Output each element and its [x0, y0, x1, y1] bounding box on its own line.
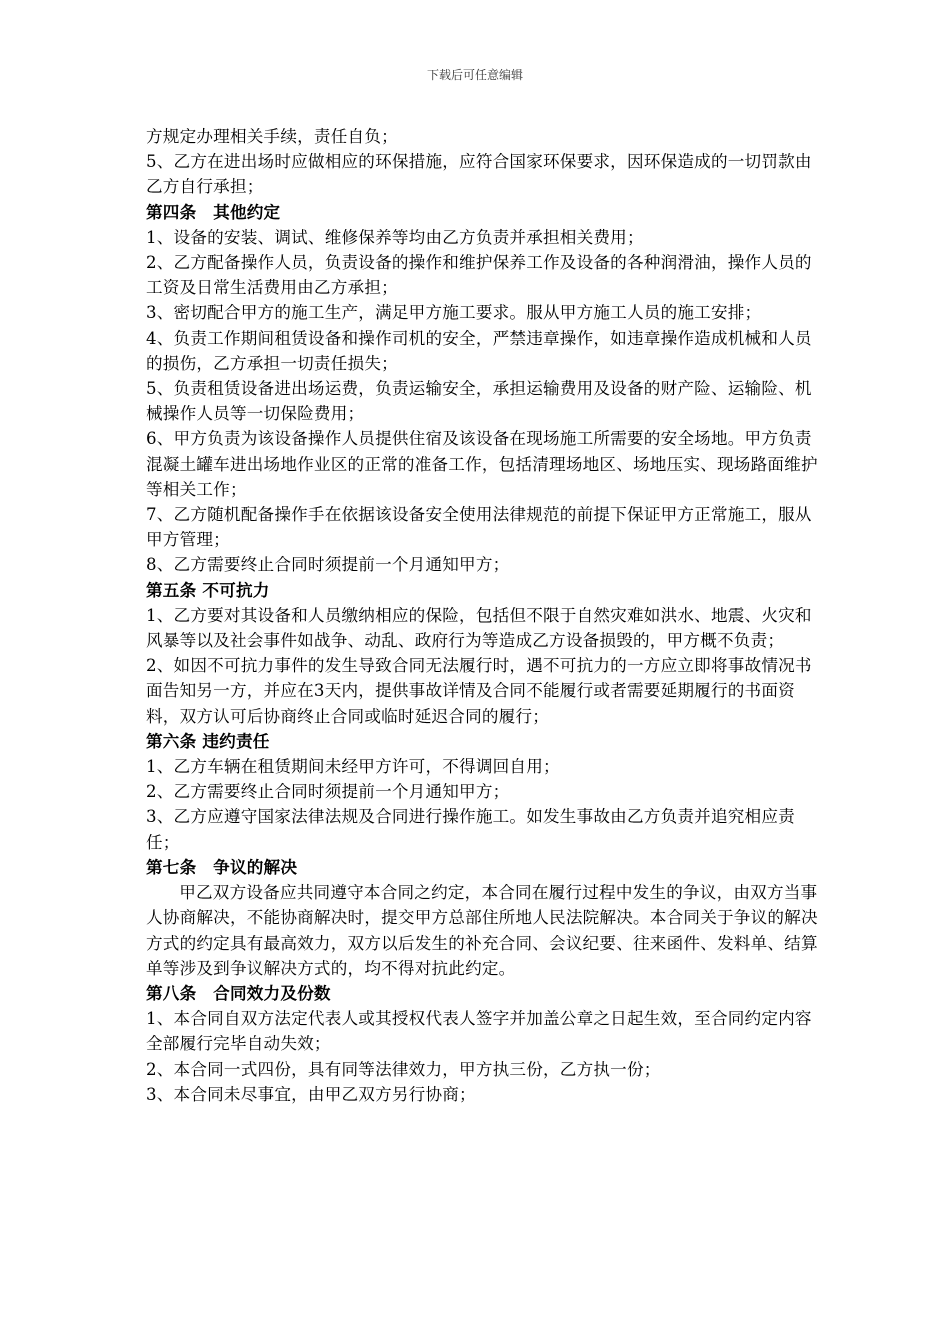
clause-paragraph: 2、本合同一式四份，具有同等法律效力，甲方执三份，乙方执一份；	[146, 1059, 661, 1079]
clause-paragraph: 6、甲方负责为该设备操作人员提供住宿及该设备在现场施工所需要的安全场地。甲方负责混凝土罐车进出场地作业区的正常的准备工作，包括清理场地区、场地压实、现场路面维护等相关工作；	[146, 429, 818, 499]
clause-paragraph: 3、密切配合甲方的施工生产，满足甲方施工要求。服从甲方施工人员的施工安排；	[146, 303, 762, 323]
body-paragraph: 甲乙双方设备应共同遵守本合同之约定，本合同在履行过程中发生的争议，由双方当事人协商解决，不能协商解决时，提交甲方总部住所地人民法院解决。本合同关于争议的解决方式的约定具有最高效力，双方以后发生的补充合同、会议纪要、往来函件、发料单、结算单等涉及到争议解决方式的，均不得对抗此约定。	[146, 883, 818, 978]
clause-paragraph: 2、如因不可抗力事件的发生导致合同无法履行时，遇不可抗力的一方应立即将事故情况书面告知另一方，并应在3天内，提供事故详情及合同不能履行或者需要延期履行的书面资料，双方认可后协商终止合同或临时延迟合同的履行；	[146, 656, 812, 726]
section-heading: 第六条 违约责任	[146, 731, 270, 751]
section-heading: 第八条 合同效力及份数	[146, 983, 331, 1003]
document-body	[146, 124, 826, 1107]
section-heading: 第四条 其他约定	[146, 202, 281, 222]
clause-paragraph: 4、负责工作期间租赁设备和操作司机的安全，严禁违章操作，如违章操作造成机械和人员的损伤，乙方承担一切责任损失；	[146, 328, 812, 373]
clause-paragraph: 5、乙方在进出场时应做相应的环保措施，应符合国家环保要求，因环保造成的一切罚款由乙方自行承担；	[146, 152, 812, 197]
clause-paragraph: 2、乙方需要终止合同时须提前一个月通知甲方；	[146, 782, 510, 802]
clause-paragraph: 5、负责租赁设备进出场运费，负责运输安全，承担运输费用及设备的财产险、运输险、机械操作人员等一切保险费用；	[146, 379, 812, 424]
clause-paragraph: 1、设备的安装、调试、维修保养等均由乙方负责并承担相关费用；	[146, 227, 644, 247]
clause-paragraph: 7、乙方随机配备操作手在依据该设备安全使用法律规范的前提下保证甲方正常施工，服从甲方管理；	[146, 505, 812, 550]
clause-paragraph: 1、本合同自双方法定代表人或其授权代表人签字并加盖公章之日起生效，至合同约定内容全部履行完毕自动失效；	[146, 1009, 812, 1054]
clause-paragraph: 3、本合同未尽事宜，由甲乙双方另行协商；	[146, 1084, 476, 1104]
clause-paragraph: 方规定办理相关手续，责任自负；	[146, 127, 398, 146]
section-heading: 第五条 不可抗力	[146, 580, 270, 600]
clause-paragraph: 3、乙方应遵守国家法律法规及合同进行操作施工。如发生事故由乙方负责并追究相应责任；	[146, 807, 795, 852]
section-heading: 第七条 争议的解决	[146, 857, 298, 877]
clause-paragraph: 8、乙方需要终止合同时须提前一个月通知甲方；	[146, 555, 510, 575]
clause-paragraph: 1、乙方车辆在租赁期间未经甲方许可，不得调回自用；	[146, 757, 560, 777]
clause-paragraph: 2、乙方配备操作人员，负责设备的操作和维护保养工作及设备的各种润滑油，操作人员的工资及日常生活费用由乙方承担；	[146, 253, 812, 298]
clause-paragraph: 1、乙方要对其设备和人员缴纳相应的保险，包括但不限于自然灾难如洪水、地震、火灾和风暴等以及社会事件如战争、动乱、政府行为等造成乙方设备损毁的，甲方概不负责；	[146, 605, 812, 651]
page-header: 下载后可任意编辑	[426, 68, 523, 82]
